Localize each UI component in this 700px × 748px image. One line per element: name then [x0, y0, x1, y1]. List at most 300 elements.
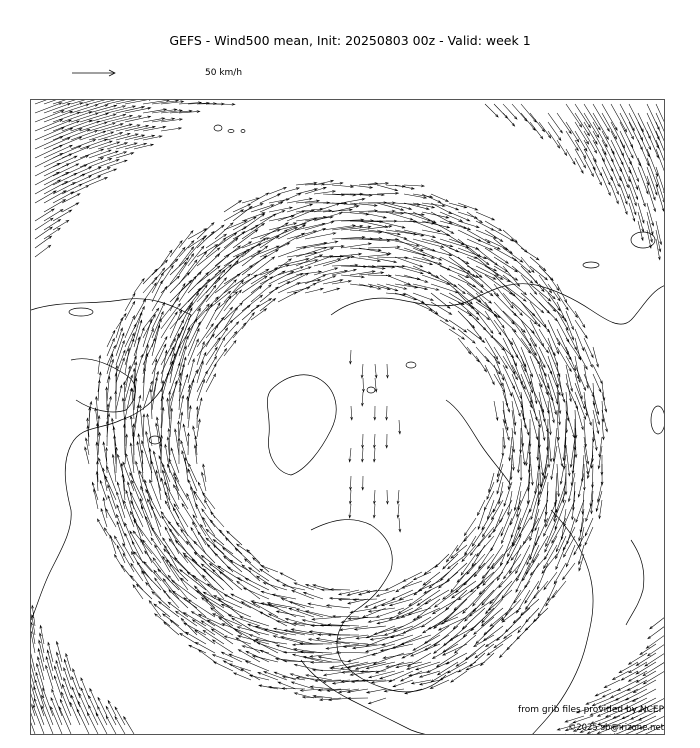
wind-vector: [395, 203, 420, 206]
wind-vector: [130, 443, 134, 473]
wind-vector: [61, 692, 71, 716]
wind-vector: [348, 697, 368, 699]
wind-vector: [478, 527, 494, 546]
wind-vector: [211, 629, 233, 644]
wind-vector: [618, 734, 647, 735]
wind-vector: [361, 364, 363, 378]
wind-vector: [566, 149, 575, 165]
wind-vector: [368, 202, 395, 204]
wind-vector: [125, 375, 133, 401]
wind-vector: [521, 293, 544, 313]
wind-vector: [98, 142, 120, 149]
wind-vector: [125, 324, 136, 347]
wind-vector: [611, 104, 627, 132]
wind-vector: [125, 135, 145, 140]
wind-vector: [71, 186, 89, 195]
wind-vector: [71, 100, 100, 104]
wind-vector: [472, 545, 485, 566]
wind-vector: [31, 622, 35, 644]
wind-vector: [539, 410, 545, 440]
wind-vector: [255, 639, 287, 644]
wind-vector: [431, 311, 448, 322]
wind-vector: [131, 576, 144, 591]
wind-vector: [278, 283, 300, 293]
wind-vector: [425, 635, 449, 650]
wind-vector: [350, 257, 380, 262]
wind-vector: [260, 612, 287, 626]
wind-vector: [584, 347, 592, 367]
wind-vector: [656, 221, 662, 245]
wind-vector: [318, 634, 350, 636]
wind-vector: [628, 671, 647, 681]
wind-vector: [296, 223, 325, 230]
wind-vector: [242, 246, 268, 266]
wind-vector: [221, 652, 242, 662]
wind-vector: [106, 706, 116, 725]
wind-vector: [56, 642, 62, 663]
wind-vector: [397, 490, 399, 504]
wind-vector: [486, 635, 503, 647]
wind-vector: [269, 604, 296, 617]
wind-map[interactable]: [30, 99, 665, 735]
wind-vector: [458, 203, 478, 210]
wind-vector: [155, 545, 170, 572]
wind-vector: [373, 490, 375, 504]
wind-vector: [46, 657, 53, 680]
wind-vector: [564, 419, 566, 448]
wind-vector: [566, 374, 572, 401]
wind-vector: [310, 653, 341, 657]
wind-vector: [458, 248, 486, 259]
wind-vector: [403, 572, 422, 581]
wind-vector: [656, 230, 661, 252]
wind-vector: [548, 356, 558, 387]
wind-vector: [278, 233, 304, 248]
wind-vector: [544, 572, 557, 590]
wind-vector: [188, 406, 191, 428]
wind-vector: [485, 230, 503, 242]
wind-vector: [107, 376, 110, 401]
wind-vector: [310, 686, 332, 689]
wind-vector: [228, 615, 260, 626]
wind-vector: [314, 245, 344, 248]
wind-vector: [449, 248, 477, 258]
wind-vector: [156, 470, 161, 500]
wind-vector: [408, 653, 431, 667]
wind-vector: [53, 156, 77, 167]
wind-vector: [374, 599, 396, 608]
wind-vector: [454, 590, 476, 610]
wind-vector: [449, 221, 470, 230]
wind-vector: [242, 198, 259, 203]
wind-vector: [214, 662, 233, 671]
wind-vector: [584, 338, 593, 358]
wind-vector: [395, 230, 424, 236]
wind-vector: [53, 220, 69, 230]
wind-vector: [224, 341, 236, 357]
wind-vector: [620, 167, 629, 188]
wind-vector: [386, 490, 388, 504]
wind-vector-field: [31, 100, 665, 735]
wind-vector: [350, 230, 382, 233]
wind-vector: [530, 284, 551, 301]
wind-vector: [485, 365, 494, 385]
wind-vector: [54, 676, 62, 698]
wind-vector: [156, 417, 161, 446]
wind-vector: [197, 324, 213, 347]
wind-vector: [530, 311, 550, 332]
wind-vector: [548, 275, 559, 291]
wind-vector: [139, 471, 152, 500]
wind-vector: [121, 565, 134, 581]
wind-vector: [535, 518, 548, 546]
wind-vector: [413, 203, 435, 208]
wind-vector: [215, 349, 227, 365]
wind-vector: [545, 482, 548, 515]
wind-vector: [548, 131, 560, 148]
wind-vector: [224, 290, 241, 311]
wind-vector: [503, 248, 523, 262]
wind-vector: [656, 113, 665, 141]
wind-vector: [367, 689, 386, 693]
wind-vector: [155, 614, 170, 626]
wind-vector: [62, 684, 71, 707]
wind-vector: [180, 633, 197, 644]
wind-vector: [126, 454, 135, 482]
wind-vector: [47, 650, 53, 671]
wind-vector: [375, 378, 377, 392]
wind-vector: [115, 707, 125, 725]
wind-vector: [599, 437, 602, 457]
wind-vector: [144, 562, 161, 581]
wind-vector: [368, 617, 395, 623]
wind-vector: [404, 212, 430, 221]
wind-vector: [350, 608, 377, 613]
wind-vector: [467, 347, 479, 362]
wind-vector: [64, 678, 71, 698]
wind-vector: [602, 167, 610, 185]
wind-vector: [512, 347, 526, 372]
wind-vector: [449, 329, 465, 339]
wind-vector: [287, 218, 317, 230]
wind-vector: [566, 446, 570, 476]
wind-vector: [375, 364, 377, 378]
reference-wind-arrow: [70, 66, 120, 80]
wind-vector: [276, 580, 296, 590]
wind-vector: [539, 293, 556, 312]
wind-vector: [485, 329, 504, 350]
wind-vector: [656, 140, 665, 167]
wind-vector: [341, 212, 369, 215]
wind-vector: [213, 655, 234, 662]
wind-vector: [314, 190, 335, 194]
wind-vector: [110, 535, 116, 554]
wind-vector: [593, 374, 601, 392]
wind-vector: [223, 661, 242, 671]
wind-vector: [627, 734, 656, 735]
wind-vector: [35, 191, 56, 203]
wind-vector: [181, 578, 206, 599]
wind-vector: [602, 176, 610, 195]
wind-vector: [125, 316, 135, 338]
wind-vector: [98, 159, 119, 167]
wind-vector: [107, 330, 115, 347]
wind-vector: [398, 599, 422, 614]
wind-vector: [373, 504, 375, 518]
wind-vector: [413, 302, 432, 311]
wind-vector: [296, 228, 326, 239]
wind-vector: [596, 491, 602, 511]
wind-vector: [260, 211, 285, 222]
wind-vector: [196, 642, 215, 653]
wind-vector: [333, 615, 359, 617]
wind-vector: [281, 636, 314, 644]
wind-vector: [500, 644, 513, 658]
wind-vector: [386, 434, 388, 448]
wind-vector: [512, 365, 525, 389]
wind-vector: [595, 689, 611, 696]
wind-vector: [46, 665, 53, 689]
wind-vector: [170, 273, 190, 294]
wind-vector: [395, 275, 420, 280]
wind-vector: [278, 193, 301, 203]
wind-vector: [89, 696, 98, 716]
wind-vector: [579, 554, 584, 571]
wind-vector: [586, 698, 602, 704]
wind-vector: [188, 285, 207, 311]
wind-vector: [523, 518, 539, 544]
reference-arrow-label: 50 km/h: [205, 68, 243, 78]
wind-vector: [456, 653, 476, 666]
wind-vector: [314, 212, 342, 221]
wind-vector: [234, 673, 251, 680]
wind-vector: [276, 611, 305, 617]
wind-vector: [145, 551, 161, 572]
wind-vector: [502, 599, 522, 621]
wind-vector: [62, 194, 80, 203]
wind-vector: [197, 371, 207, 392]
wind-vector: [377, 192, 398, 194]
wind-vector: [146, 583, 161, 600]
wind-vector: [539, 374, 553, 401]
wind-vector: [580, 734, 602, 735]
wind-vector: [629, 653, 648, 664]
wind-vector: [324, 671, 350, 676]
wind-vector: [382, 635, 413, 645]
wind-vector: [293, 654, 323, 662]
wind-vector: [584, 419, 587, 447]
wind-vector: [440, 257, 470, 272]
wind-vector: [224, 201, 241, 213]
wind-vector: [476, 536, 494, 556]
wind-vector: [521, 383, 532, 408]
wind-vector: [331, 662, 359, 668]
wind-vector: [161, 312, 177, 338]
wind-vector: [575, 113, 590, 136]
wind-vector: [451, 671, 467, 682]
wind-vector: [152, 287, 167, 312]
wind-vector: [106, 716, 116, 734]
wind-vector: [134, 126, 155, 131]
wind-vector: [347, 590, 368, 596]
wind-vector: [350, 248, 381, 251]
wind-vector: [261, 566, 278, 573]
wind-vector: [312, 617, 341, 620]
wind-vector: [557, 140, 567, 155]
wind-vector: [116, 328, 123, 347]
wind-vector: [399, 420, 401, 434]
wind-vector: [66, 654, 71, 671]
wind-vector: [341, 243, 371, 248]
wind-vector: [620, 185, 627, 204]
wind-vector: [437, 653, 459, 667]
wind-vector: [386, 581, 405, 590]
wind-vector: [575, 392, 586, 419]
wind-vector: [575, 158, 583, 173]
wind-vector: [143, 269, 157, 284]
wind-vector: [611, 167, 620, 187]
wind-vector: [494, 230, 513, 241]
wind-vector: [503, 356, 518, 380]
wind-vector: [199, 614, 224, 626]
wind-vector: [609, 734, 638, 735]
wind-vector: [103, 498, 107, 518]
wind-vector: [557, 347, 571, 372]
wind-vector: [258, 672, 278, 680]
wind-vector: [227, 531, 242, 545]
wind-vector: [188, 246, 204, 266]
wind-vector: [396, 581, 413, 592]
wind-vector: [530, 113, 545, 132]
wind-vector: [435, 590, 459, 607]
wind-vector: [233, 206, 252, 221]
wind-vector: [70, 702, 80, 725]
wind-vector: [585, 527, 593, 545]
wind-vector: [494, 338, 514, 358]
wind-vector: [404, 275, 428, 282]
wind-vector: [557, 374, 565, 402]
wind-vector: [485, 221, 502, 231]
wind-vector: [31, 669, 35, 698]
wind-vector: [534, 608, 549, 622]
wind-vector: [329, 698, 350, 701]
wind-vector: [98, 432, 101, 455]
wind-vector: [373, 448, 375, 462]
greenland-coastline: [267, 375, 336, 475]
wind-vector: [145, 431, 152, 464]
wind-vector: [618, 680, 638, 691]
wind-vector: [242, 295, 263, 311]
wind-vector: [362, 476, 364, 490]
wind-vector: [599, 500, 602, 519]
wind-vector: [89, 177, 107, 185]
wind-vector: [35, 100, 62, 104]
wind-vector: [552, 518, 566, 543]
wind-vector: [542, 554, 557, 573]
wind-vector: [503, 347, 515, 374]
wind-vector: [361, 671, 386, 673]
wind-vector: [161, 276, 180, 293]
wind-vector: [520, 455, 522, 481]
wind-vector: [484, 617, 503, 635]
wind-vector: [142, 571, 152, 590]
wind-vector: [584, 122, 597, 144]
wind-vector: [213, 569, 234, 590]
wind-vector: [386, 406, 388, 420]
wind-vector: [359, 248, 391, 254]
wind-vector: [287, 198, 312, 203]
wind-vector: [152, 506, 161, 536]
wind-vector: [211, 512, 224, 527]
wind-vector: [413, 212, 436, 223]
wind-vector: [56, 661, 62, 681]
wind-vector: [647, 203, 654, 226]
wind-vector: [404, 185, 424, 187]
wind-vector: [257, 576, 278, 590]
wind-vector: [131, 389, 134, 419]
wind-vector: [503, 374, 512, 396]
wind-vector: [187, 494, 197, 518]
wind-vector: [516, 491, 521, 517]
wind-vector: [314, 268, 338, 275]
wind-vector: [402, 581, 422, 588]
wind-vector: [134, 405, 139, 437]
wind-vector: [180, 570, 206, 591]
wind-vector: [98, 151, 118, 158]
wind-vector: [647, 221, 652, 242]
wind-vector: [386, 230, 417, 235]
wind-vector: [557, 113, 571, 134]
wind-vector: [116, 385, 122, 410]
wind-vector: [284, 630, 314, 635]
wind-vector: [349, 350, 351, 364]
wind-vector: [206, 599, 233, 617]
wind-vector: [485, 356, 500, 374]
wind-vector: [197, 419, 200, 437]
wind-vector: [611, 176, 619, 194]
wind-vector: [399, 518, 401, 532]
wind-vector: [361, 392, 363, 406]
wind-vector: [521, 113, 535, 130]
chart-title: GEFS - Wind500 mean, Init: 20250803 00z - Valid: week 1: [169, 33, 531, 48]
wind-vector: [487, 482, 494, 499]
wind-vector: [377, 257, 408, 259]
wind-vector: [341, 198, 365, 203]
wind-vector: [153, 451, 161, 482]
wind-vector: [143, 571, 161, 590]
wind-vector: [494, 365, 502, 386]
wind-vector: [521, 437, 525, 465]
wind-vector: [602, 734, 629, 735]
wind-vector: [96, 442, 98, 464]
wind-vector: [593, 158, 602, 176]
wind-vector: [487, 500, 494, 519]
wind-vector: [405, 689, 422, 694]
wind-vector: [114, 555, 125, 572]
wind-vector: [117, 454, 125, 482]
wind-vector: [150, 389, 152, 419]
wind-vector: [351, 406, 353, 420]
wind-vector: [373, 653, 404, 664]
wind-vector: [125, 533, 134, 554]
wind-vector: [517, 446, 521, 473]
wind-vector: [467, 320, 482, 339]
wind-vector: [541, 455, 548, 487]
wind-vector: [161, 250, 172, 266]
wind-vector: [602, 689, 620, 697]
wind-vector: [586, 500, 593, 521]
wind-vector: [556, 482, 566, 512]
